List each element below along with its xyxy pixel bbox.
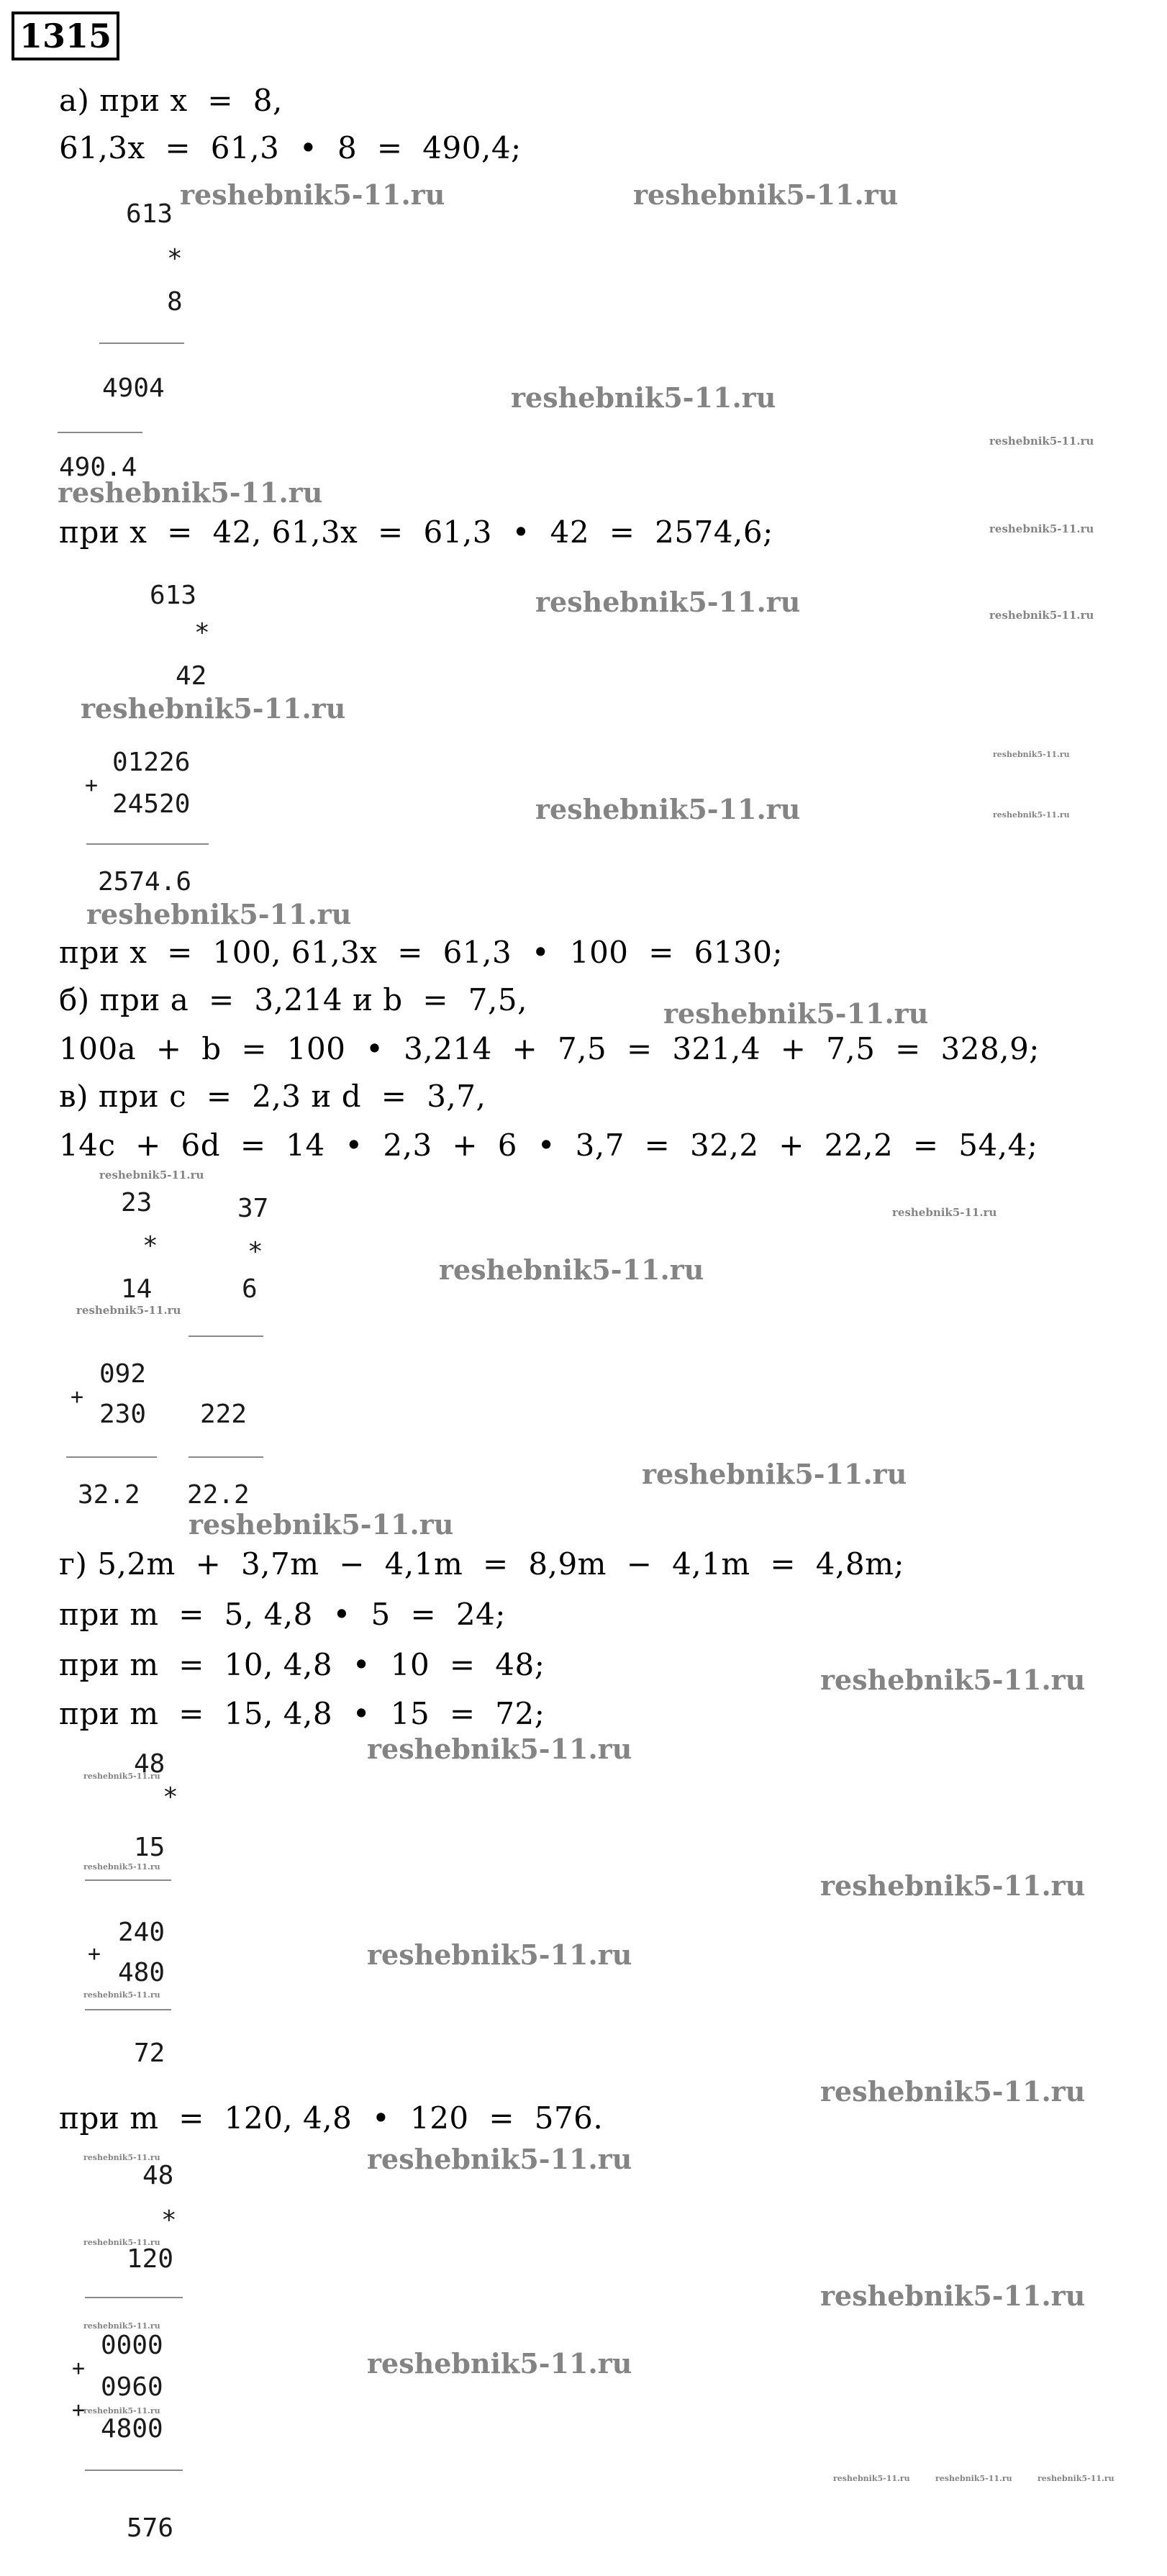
calc1-rule-2	[58, 432, 142, 433]
watermark-text: reshebnik5-11.ru	[439, 1253, 704, 1286]
calc4-rule-1	[189, 1335, 263, 1337]
watermark-text: reshebnik5-11.ru	[367, 2143, 632, 2175]
calc6-multiplier: 120	[127, 2244, 174, 2274]
calc5-partial-2: 480	[118, 1958, 165, 1987]
watermark-text: reshebnik5-11.ru	[367, 2347, 632, 2380]
calc1-result: 490.4	[59, 453, 137, 482]
watermark-text: reshebnik5-11.ru	[535, 793, 801, 825]
calc3-result: 32.2	[78, 1480, 140, 1510]
calc4-multiplier: 6	[242, 1274, 258, 1304]
watermark-text: reshebnik5-11.ru	[81, 692, 346, 725]
calc6-partial-2: 0960	[101, 2372, 163, 2402]
watermark-text: reshebnik5-11.ru	[83, 1990, 160, 2000]
part-d-equation-2: при m = 10, 4,8 • 10 = 48;	[59, 1647, 545, 1682]
watermark-text: reshebnik5-11.ru	[83, 2321, 160, 2331]
watermark-text: reshebnik5-11.ru	[833, 2474, 910, 2483]
watermark-text: reshebnik5-11.ru	[989, 522, 1094, 535]
calc6-rule-2	[85, 2470, 183, 2471]
watermark-text: reshebnik5-11.ru	[642, 1458, 907, 1490]
watermark-text: reshebnik5-11.ru	[83, 1772, 160, 1781]
watermark-text: reshebnik5-11.ru	[993, 810, 1070, 820]
watermark-text: reshebnik5-11.ru	[935, 2474, 1012, 2483]
calc5-multiply-sign: *	[163, 1782, 178, 1812]
calc2-multiplicand: 613	[150, 581, 197, 610]
part-c-heading: в) при c = 2,3 и d = 3,7,	[59, 1079, 486, 1114]
calc5-plus-sign: +	[88, 1941, 101, 1967]
watermark-text: reshebnik5-11.ru	[892, 1206, 997, 1219]
calc4-multiplicand: 37	[237, 1194, 269, 1223]
calc4-rule-2	[189, 1456, 263, 1458]
part-d-equation-1: при m = 5, 4,8 • 5 = 24;	[59, 1597, 506, 1632]
watermark-text: reshebnik5-11.ru	[820, 2280, 1086, 2312]
calc5-rule-2	[85, 2009, 171, 2010]
calc6-result: 576	[127, 2513, 174, 2543]
calc6-multiplicand: 48	[142, 2161, 174, 2190]
watermark-text: reshebnik5-11.ru	[180, 178, 445, 211]
watermark-text: reshebnik5-11.ru	[83, 1862, 160, 1872]
watermark-text: reshebnik5-11.ru	[633, 178, 899, 211]
part-d-equation-4: при m = 120, 4,8 • 120 = 576.	[59, 2100, 604, 2136]
watermark-text: reshebnik5-11.ru	[820, 1869, 1086, 1902]
calc2-partial-2: 24520	[112, 789, 191, 819]
calc1-multiply-sign: *	[167, 244, 183, 273]
calc3-partial-2: 230	[99, 1400, 147, 1429]
calc6-rule-1	[85, 2297, 183, 2298]
watermark-text: reshebnik5-11.ru	[535, 586, 801, 618]
watermark-text: reshebnik5-11.ru	[367, 1938, 632, 1971]
calc6-partial-1: 0000	[101, 2331, 163, 2360]
calc3-multiplier: 14	[121, 1274, 153, 1304]
calc5-multiplier: 15	[134, 1833, 165, 1862]
watermark-text: reshebnik5-11.ru	[993, 750, 1070, 759]
calc4-multiply-sign: *	[248, 1237, 263, 1266]
part-d-heading: г) 5,2m + 3,7m − 4,1m = 8,9m − 4,1m = 4,8m;	[59, 1546, 905, 1582]
calc5-multiplicand: 48	[134, 1749, 165, 1779]
watermark-text: reshebnik5-11.ru	[1037, 2474, 1114, 2483]
calc5-partial-1: 240	[118, 1918, 165, 1947]
calc1-multiplier: 8	[167, 287, 183, 317]
watermark-text: reshebnik5-11.ru	[76, 1304, 181, 1317]
watermark-text: reshebnik5-11.ru	[989, 609, 1094, 622]
watermark-text: reshebnik5-11.ru	[511, 381, 776, 414]
calc3-plus-sign: +	[71, 1384, 84, 1410]
calc2-multiplier: 42	[176, 661, 207, 691]
part-c-equation: 14c + 6d = 14 • 2,3 + 6 • 3,7 = 32,2 + 22,2 = 54,4;	[59, 1128, 1038, 1163]
part-d-equation-3: при m = 15, 4,8 • 15 = 72;	[59, 1696, 545, 1731]
calc6-partial-3: 4800	[101, 2414, 163, 2444]
calc3-partial-1: 092	[99, 1359, 147, 1389]
calc6-plus-sign-2: +	[72, 2398, 86, 2423]
calc3-rule	[66, 1456, 157, 1458]
calc6-multiply-sign: *	[161, 2205, 177, 2235]
part-b-equation: 100a + b = 100 • 3,214 + 7,5 = 321,4 + 7,5 = 328,9;	[59, 1031, 1040, 1066]
watermark-text: reshebnik5-11.ru	[820, 2075, 1086, 2108]
watermark-text: reshebnik5-11.ru	[86, 898, 352, 930]
calc2-result: 2574.6	[98, 867, 192, 897]
watermark-text: reshebnik5-11.ru	[989, 435, 1094, 448]
watermark-text: reshebnik5-11.ru	[83, 2238, 160, 2247]
watermark-text: reshebnik5-11.ru	[189, 1508, 454, 1541]
calc2-plus-sign: +	[85, 773, 99, 798]
watermark-text: reshebnik5-11.ru	[83, 2153, 160, 2162]
calc2-multiply-sign: *	[194, 618, 210, 648]
calc1-multiplicand: 613	[126, 199, 173, 229]
calc3-multiplicand: 23	[121, 1188, 153, 1217]
watermark-text: reshebnik5-11.ru	[99, 1169, 204, 1182]
calc5-rule-1	[85, 1879, 171, 1881]
watermark-text: reshebnik5-11.ru	[663, 997, 929, 1030]
calc3-multiply-sign: *	[142, 1231, 158, 1261]
calc1-partial-product: 4904	[102, 373, 165, 403]
part-a-equation-1: 61,3x = 61,3 • 8 = 490,4;	[59, 130, 522, 165]
part-b-heading: б) при a = 3,214 и b = 7,5,	[59, 982, 527, 1017]
calc4-result: 22.2	[187, 1480, 250, 1510]
calc1-rule-1	[99, 343, 184, 344]
calc2-rule	[86, 843, 209, 845]
part-a-equation-2: при x = 42, 61,3x = 61,3 • 42 = 2574,6;	[59, 514, 773, 550]
part-a-heading: а) при x = 8,	[59, 83, 283, 118]
watermark-text: reshebnik5-11.ru	[367, 1733, 632, 1765]
problem-number: 1315	[12, 12, 119, 60]
watermark-text: reshebnik5-11.ru	[58, 476, 323, 509]
calc5-result: 72	[134, 2038, 165, 2068]
calc6-plus-sign-1: +	[72, 2356, 86, 2381]
watermark-text: reshebnik5-11.ru	[83, 2406, 160, 2416]
part-a-equation-3: при x = 100, 61,3x = 61,3 • 100 = 6130;	[59, 935, 784, 970]
calc4-partial-product: 222	[200, 1400, 248, 1429]
watermark-text: reshebnik5-11.ru	[820, 1664, 1086, 1696]
calc2-partial-1: 01226	[112, 748, 191, 777]
